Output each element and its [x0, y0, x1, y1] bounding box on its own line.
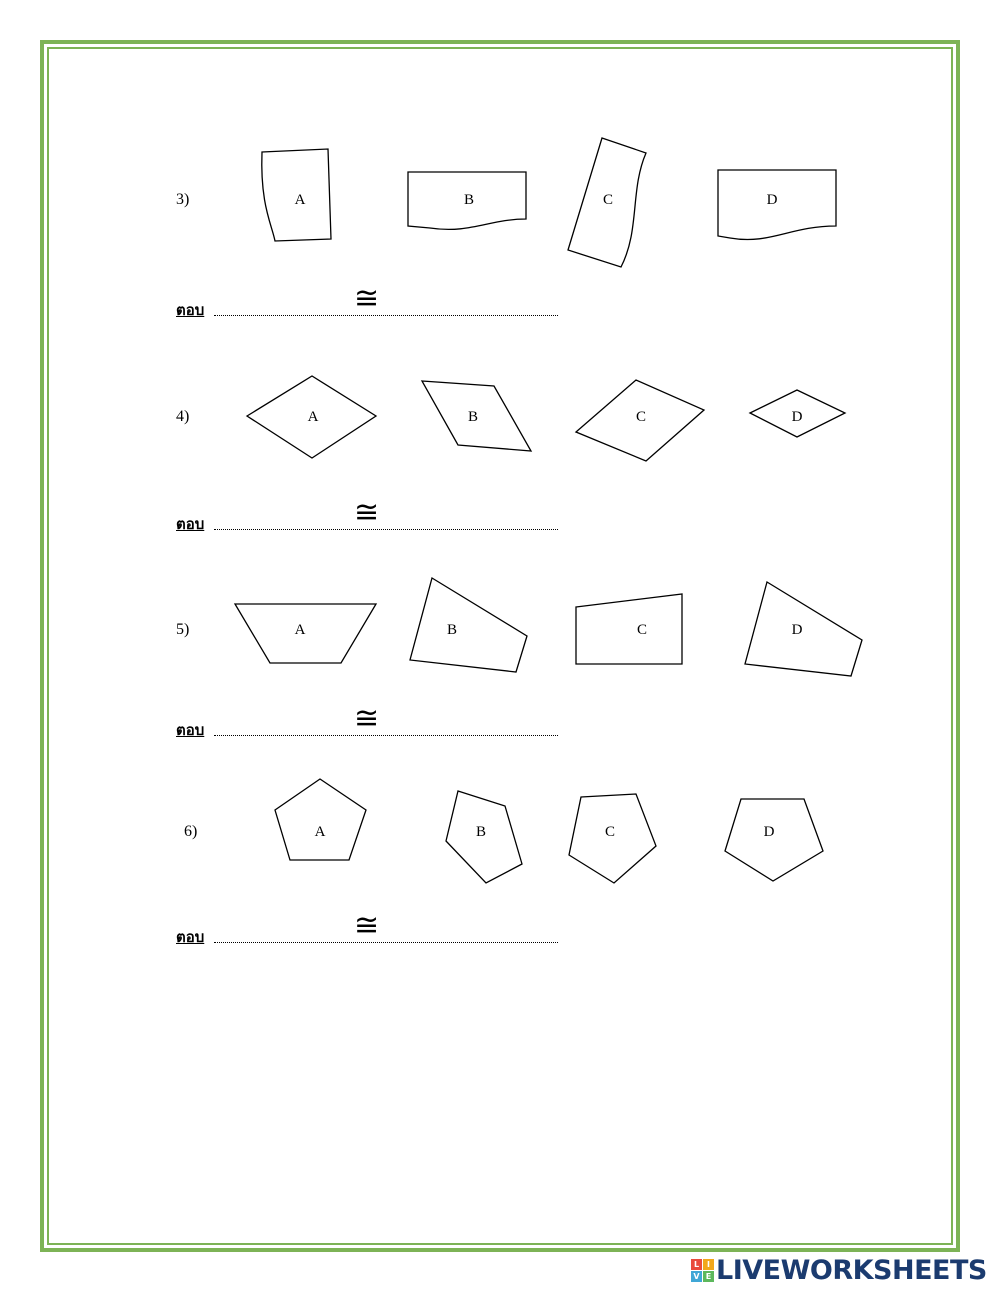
liveworksheets-logo	[691, 1254, 987, 1286]
p3-label-d: D	[766, 192, 778, 208]
answer-input-6[interactable]	[214, 926, 558, 943]
answer-label: ตอบ	[176, 928, 205, 946]
p4-label-d: D	[791, 409, 803, 425]
congruent-symbol: ≅	[354, 281, 380, 316]
p6-label-a: A	[314, 824, 326, 840]
answer-input-3[interactable]	[214, 299, 558, 316]
answer-label: ตอบ	[176, 301, 205, 319]
p6-label-d: D	[763, 824, 775, 840]
p5-shape-b	[410, 578, 527, 672]
p5-label-a: A	[294, 622, 306, 638]
logo-tile: V	[691, 1271, 702, 1282]
p3-label-b: B	[463, 192, 475, 208]
logo-text: LIVEWORKSHEETS	[716, 1254, 987, 1286]
logo-tile: E	[703, 1271, 714, 1282]
p4-label-c: C	[635, 409, 647, 425]
congruent-symbol: ≅	[354, 908, 380, 943]
p6-shape-d	[725, 799, 823, 881]
answer-row-3	[176, 281, 560, 319]
p5-shape-d	[745, 582, 862, 676]
p6-label-b: B	[475, 824, 487, 840]
problem-3-number: 3)	[176, 191, 190, 208]
congruent-symbol: ≅	[354, 495, 380, 530]
problem-6-number: 6)	[184, 823, 198, 840]
p5-shape-c	[576, 594, 682, 664]
answer-input-5[interactable]	[214, 719, 558, 736]
p4-label-b: B	[467, 409, 479, 425]
logo-tile: I	[703, 1259, 714, 1270]
p5-label-d: D	[791, 622, 803, 638]
answer-row-4	[176, 495, 560, 533]
p5-label-b: B	[446, 622, 458, 638]
logo-tile: L	[691, 1259, 702, 1270]
p6-label-c: C	[604, 824, 616, 840]
answer-label: ตอบ	[176, 721, 205, 739]
p5-label-c: C	[636, 622, 648, 638]
logo-tiles-icon	[691, 1259, 714, 1282]
p3-label-a: A	[294, 192, 306, 208]
p6-shape-a	[275, 779, 366, 860]
p5-shape-a	[235, 604, 376, 663]
p4-label-a: A	[307, 409, 319, 425]
answer-label: ตอบ	[176, 515, 205, 533]
congruent-symbol: ≅	[354, 701, 380, 736]
answer-row-6	[176, 908, 560, 946]
problem-4-number: 4)	[176, 408, 190, 425]
problem-5-number: 5)	[176, 621, 190, 638]
answer-row-5	[176, 701, 560, 739]
answer-input-4[interactable]	[214, 513, 558, 530]
p3-label-c: C	[602, 192, 614, 208]
